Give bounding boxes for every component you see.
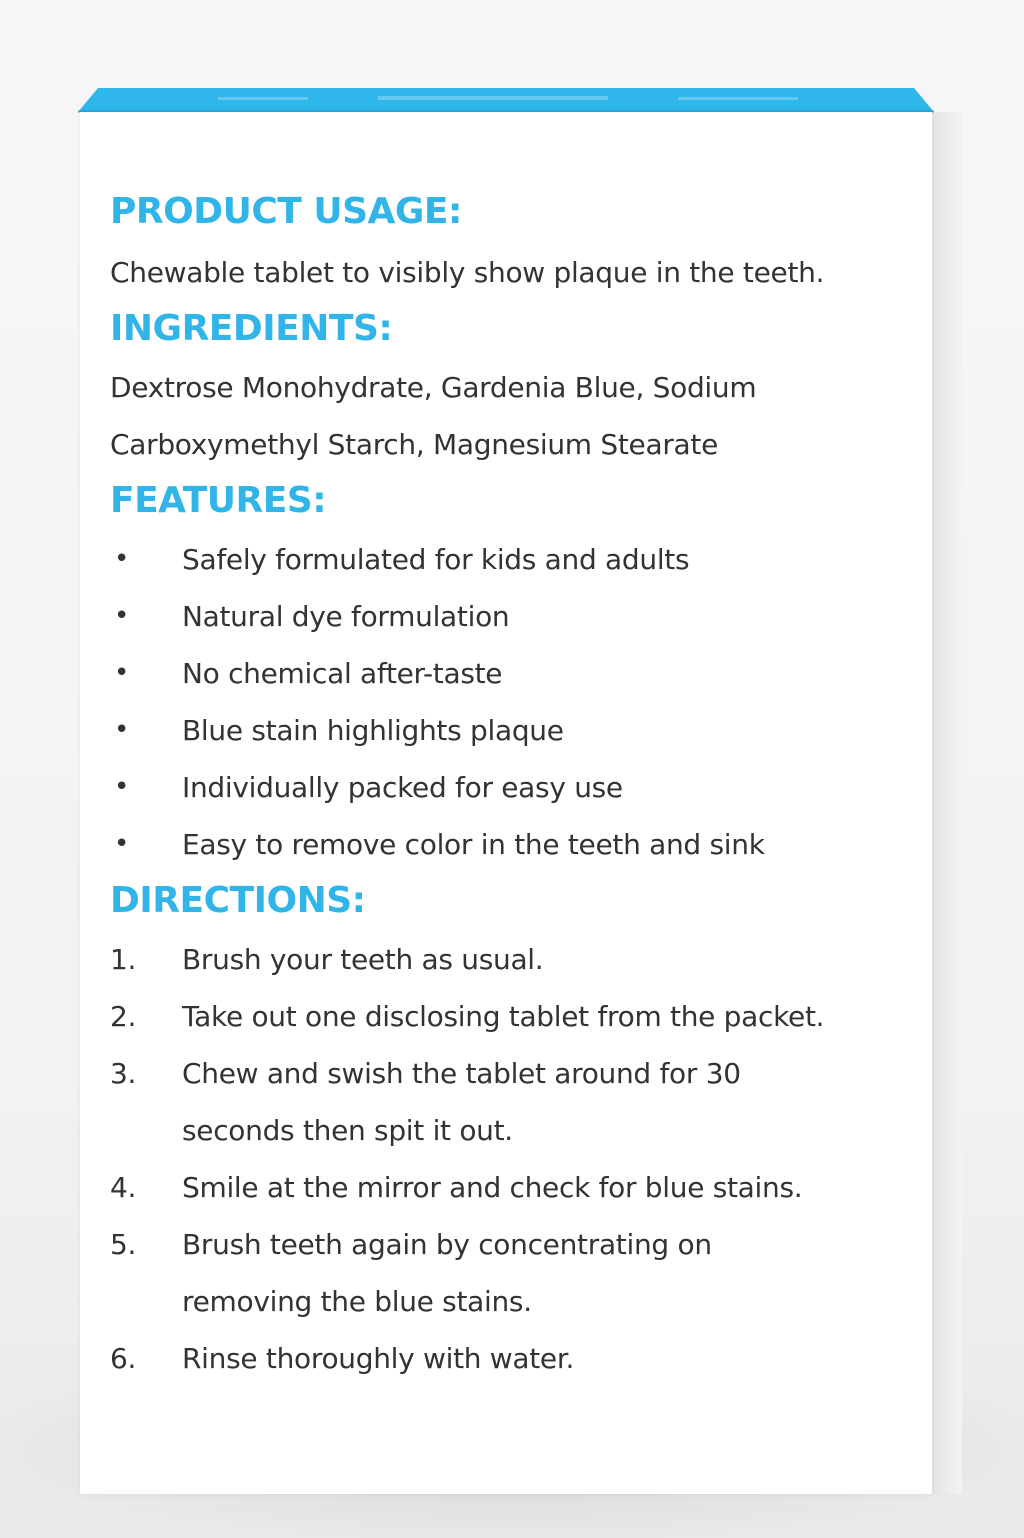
feature-text: Natural dye formulation <box>182 600 510 633</box>
step-number: 1. <box>110 943 137 976</box>
usage-title: PRODUCT USAGE: <box>110 191 462 232</box>
feature-text: Safely formulated for kids and adults <box>182 543 690 576</box>
feature-item <box>110 531 920 588</box>
feature-text: Easy to remove color in the teeth and sink <box>182 828 765 861</box>
usage-section <box>110 186 920 301</box>
direction-step <box>110 931 920 988</box>
step-text: Brush your teeth as usual. <box>182 943 544 976</box>
panel-content <box>110 186 920 1389</box>
step-number: 4. <box>110 1171 137 1204</box>
direction-step <box>110 988 920 1045</box>
step-text: Smile at the mirror and check for blue stains. <box>182 1171 803 1204</box>
bullet-icon: • <box>114 772 130 802</box>
bullet-icon: • <box>114 601 130 631</box>
ingredients-text <box>110 359 920 473</box>
direction-step <box>110 1330 920 1387</box>
bullet-icon: • <box>114 658 130 688</box>
bullet-icon: • <box>114 544 130 574</box>
step-number: 5. <box>110 1228 137 1261</box>
feature-item <box>110 645 920 702</box>
directions-section <box>110 875 920 1387</box>
directions-list <box>110 931 920 1387</box>
ingredients-line: Dextrose Monohydrate, Gardenia Blue, Sodium <box>110 371 757 404</box>
ingredients-section <box>110 303 920 473</box>
box-side-edge <box>932 112 962 1494</box>
direction-step <box>110 1045 920 1159</box>
feature-text: Individually packed for easy use <box>182 771 623 804</box>
box-top-band <box>78 86 934 114</box>
bullet-icon: • <box>114 829 130 859</box>
feature-item <box>110 816 920 873</box>
step-text: Brush teeth again by concentrating on removing the blue stains. <box>182 1228 712 1318</box>
ingredients-line: Carboxymethyl Starch, Magnesium Stearate <box>110 428 718 461</box>
features-title: FEATURES: <box>110 480 327 521</box>
features-list <box>110 531 920 873</box>
step-text: Chew and swish the tablet around for 30 seconds then spit it out. <box>182 1057 741 1147</box>
ingredients-title: INGREDIENTS: <box>110 308 393 349</box>
directions-title: DIRECTIONS: <box>110 880 366 921</box>
usage-text: Chewable tablet to visibly show plaque in the teeth. <box>110 256 825 289</box>
feature-text: Blue stain highlights plaque <box>182 714 564 747</box>
step-text: Rinse thoroughly with water. <box>182 1342 575 1375</box>
feature-item <box>110 759 920 816</box>
step-number: 2. <box>110 1000 137 1033</box>
step-text: Take out one disclosing tablet from the packet. <box>182 1000 825 1033</box>
direction-step <box>110 1216 920 1330</box>
feature-item <box>110 702 920 759</box>
feature-text: No chemical after-taste <box>182 657 503 690</box>
step-number: 3. <box>110 1057 137 1090</box>
features-section <box>110 475 920 873</box>
step-number: 6. <box>110 1342 137 1375</box>
bullet-icon: • <box>114 715 130 745</box>
direction-step <box>110 1159 920 1216</box>
feature-item <box>110 588 920 645</box>
